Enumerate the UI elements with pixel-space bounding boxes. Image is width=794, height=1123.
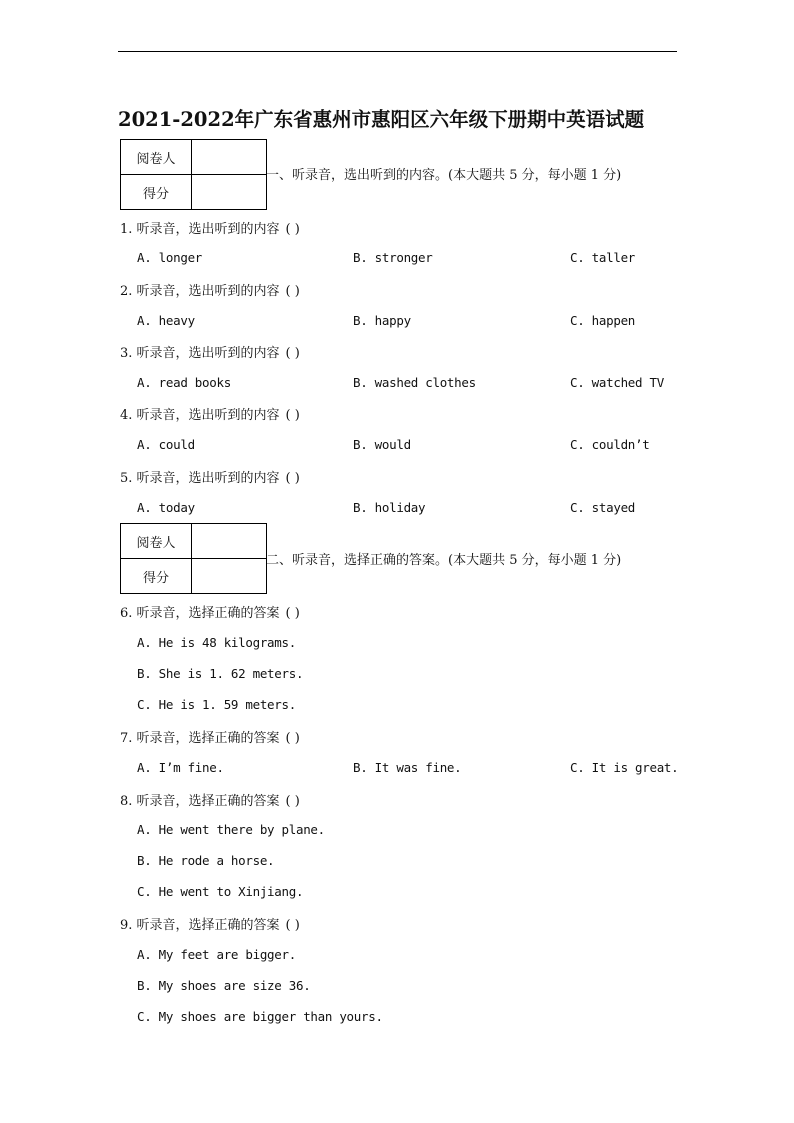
answer-blank[interactable]: ( ): [285, 222, 300, 237]
answer-blank[interactable]: ( ): [285, 471, 300, 486]
question-7: [120, 727, 300, 746]
score-label: 得分: [121, 175, 192, 210]
reviewer-cell[interactable]: [192, 524, 267, 559]
option-b[interactable]: B. stronger: [353, 250, 433, 265]
question-stem: 3. 听录音，选出听到的内容: [120, 346, 280, 361]
option-c[interactable]: C. He is 1. 59 meters.: [137, 697, 296, 712]
answer-blank[interactable]: ( ): [285, 918, 300, 933]
option-b[interactable]: B. It was fine.: [353, 760, 462, 775]
reviewer-label: 阅卷人: [121, 140, 192, 175]
option-c[interactable]: C. watched TV: [570, 375, 664, 390]
option-b[interactable]: B. washed clothes: [353, 375, 476, 390]
score-table-2: [120, 523, 267, 594]
reviewer-cell[interactable]: [192, 140, 267, 175]
score-table-1: [120, 139, 267, 210]
question-2: [120, 280, 300, 299]
question-stem: 1. 听录音，选出听到的内容: [120, 222, 280, 237]
question-stem: 8. 听录音，选择正确的答案: [120, 794, 280, 809]
answer-blank[interactable]: ( ): [285, 346, 300, 361]
answer-blank[interactable]: ( ): [285, 408, 300, 423]
question-stem: 9. 听录音，选择正确的答案: [120, 918, 280, 933]
option-b[interactable]: B. would: [353, 437, 411, 452]
question-9: [120, 914, 300, 933]
question-stem: 4. 听录音，选出听到的内容: [120, 408, 280, 423]
option-b[interactable]: B. She is 1. 62 meters.: [137, 666, 304, 681]
option-a[interactable]: A. today: [137, 500, 195, 515]
question-stem: 2. 听录音，选出听到的内容: [120, 284, 280, 299]
option-a[interactable]: A. heavy: [137, 313, 195, 328]
option-c[interactable]: C. He went to Xinjiang.: [137, 884, 304, 899]
question-stem: 7. 听录音，选择正确的答案: [120, 731, 280, 746]
answer-blank[interactable]: ( ): [285, 606, 300, 621]
answer-blank[interactable]: ( ): [285, 731, 300, 746]
question-1: [120, 218, 300, 237]
score-cell[interactable]: [192, 559, 267, 594]
option-c[interactable]: C. couldn’t: [570, 437, 650, 452]
option-c[interactable]: C. It is great.: [570, 760, 679, 775]
question-3: [120, 342, 300, 361]
page-title: 2021-2022年广东省惠州市惠阳区六年级下册期中英语试题: [118, 108, 645, 131]
option-a[interactable]: A. My feet are bigger.: [137, 947, 296, 962]
question-stem: 6. 听录音，选择正确的答案: [120, 606, 280, 621]
option-c[interactable]: C. happen: [570, 313, 636, 328]
option-a[interactable]: A. read books: [137, 375, 231, 390]
section-2-heading: 二、听录音，选择正确的答案。(本大题共 5 分，每小题 1 分): [266, 553, 622, 568]
answer-blank[interactable]: ( ): [285, 794, 300, 809]
option-a[interactable]: A. could: [137, 437, 195, 452]
question-5: [120, 467, 300, 486]
question-6: [120, 602, 300, 621]
option-c[interactable]: C. My shoes are bigger than yours.: [137, 1009, 383, 1024]
option-b[interactable]: B. holiday: [353, 500, 426, 515]
section-1-heading: 一、听录音，选出听到的内容。(本大题共 5 分，每小题 1 分): [266, 168, 622, 183]
score-label: 得分: [121, 559, 192, 594]
option-a[interactable]: A. I’m fine.: [137, 760, 224, 775]
option-a[interactable]: A. longer: [137, 250, 203, 265]
option-a[interactable]: A. He is 48 kilograms.: [137, 635, 296, 650]
question-8: [120, 790, 300, 809]
question-stem: 5. 听录音，选出听到的内容: [120, 471, 280, 486]
option-b[interactable]: B. He rode a horse.: [137, 853, 275, 868]
answer-blank[interactable]: ( ): [285, 284, 300, 299]
question-4: [120, 404, 300, 423]
option-c[interactable]: C. taller: [570, 250, 636, 265]
option-b[interactable]: B. My shoes are size 36.: [137, 978, 311, 993]
reviewer-label: 阅卷人: [121, 524, 192, 559]
option-c[interactable]: C. stayed: [570, 500, 636, 515]
option-b[interactable]: B. happy: [353, 313, 411, 328]
header-rule: [118, 51, 677, 52]
score-cell[interactable]: [192, 175, 267, 210]
option-a[interactable]: A. He went there by plane.: [137, 822, 325, 837]
